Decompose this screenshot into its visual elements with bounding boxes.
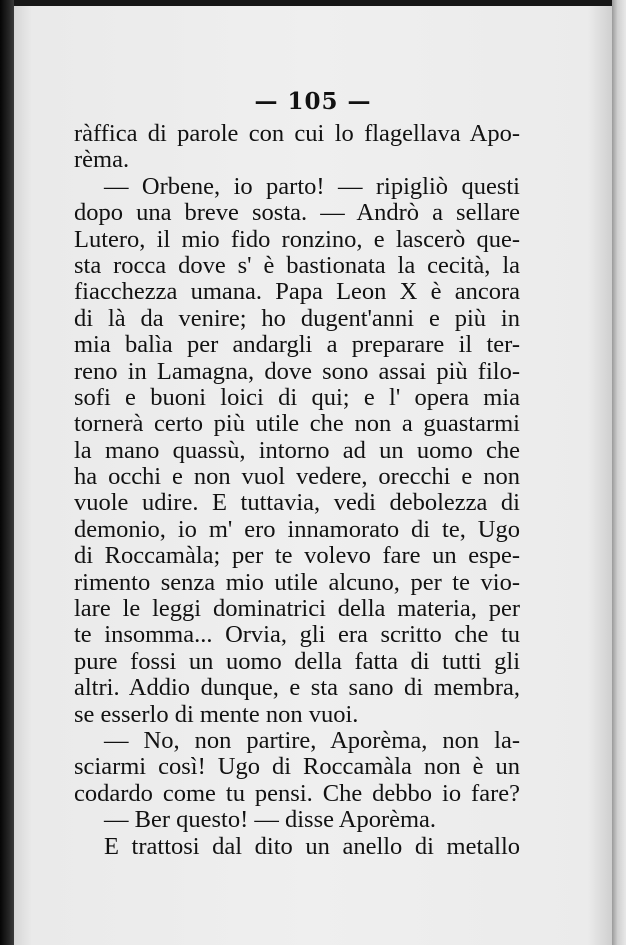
- text-line: rèma.: [74, 146, 130, 174]
- text-line: di là da venire; ho dugent'anni e più in: [74, 304, 520, 332]
- page-edge: [612, 0, 626, 945]
- text-line: fiacchezza umana. Papa Leon X è ancora: [74, 278, 520, 306]
- text-line: rimento senza mio utile alcuno, per te vio-: [74, 568, 520, 596]
- book-spine: [0, 0, 14, 945]
- text-line: vuole udire. E tuttavia, vedi debolezza di: [74, 489, 520, 517]
- text-line: E trattosi dal dito un anello di metallo: [104, 832, 520, 860]
- text-line: — Ber questo! — disse Aporèma.: [104, 806, 437, 834]
- text-line: Lutero, il mio fido ronzino, e lascerò que-: [74, 225, 520, 253]
- text-line: altri. Addio dunque, e sta sano di membra,: [74, 674, 520, 702]
- text-line: sofi e buoni loici di qui; e l' opera mia: [74, 383, 520, 411]
- book-page: [14, 6, 612, 945]
- body-text: [74, 121, 520, 860]
- text-line: dopo una breve sosta. — Andrò a sellare: [74, 199, 520, 227]
- text-line: reno in Lamagna, dove sono assai più filo-: [74, 357, 520, 385]
- text-line: te insomma... Orvia, gli era scritto che tu: [74, 621, 520, 649]
- text-line: la mano quassù, intorno ad un uomo che: [74, 436, 520, 464]
- text-line: — Orbene, io parto! — ripigliò questi: [104, 172, 520, 200]
- text-line: sta rocca dove s' è bastionata la cecità, la: [74, 251, 520, 279]
- text-line: di Roccamàla; per te volevo fare un espe-: [74, 542, 520, 570]
- page-number: — 105 —: [254, 88, 372, 115]
- text-line: — No, non partire, Aporèma, non la-: [104, 726, 520, 754]
- text-line: sciarmi così! Ugo di Roccamàla non è un: [74, 753, 520, 781]
- text-line: tornerà certo più utile che non a guastarmi: [74, 410, 520, 438]
- text-line: lare le leggi dominatrici della materia, per: [74, 595, 520, 623]
- text-line: se esserlo di mente non vuoi.: [74, 700, 359, 728]
- text-line: ràffica di parole con cui lo flagellava Apo-: [74, 120, 520, 147]
- text-line: demonio, io m' ero innamorato di te, Ugo: [74, 515, 520, 543]
- text-line: ha occhi e non vuol vedere, orecchi e non: [74, 463, 520, 491]
- text-line: pure fossi un uomo della fatta di tutti gli: [74, 647, 520, 675]
- text-line: codardo come tu pensi. Che debbo io fare?: [74, 779, 520, 807]
- text-line: mia balìa per andargli a preparare il ter-: [74, 331, 520, 359]
